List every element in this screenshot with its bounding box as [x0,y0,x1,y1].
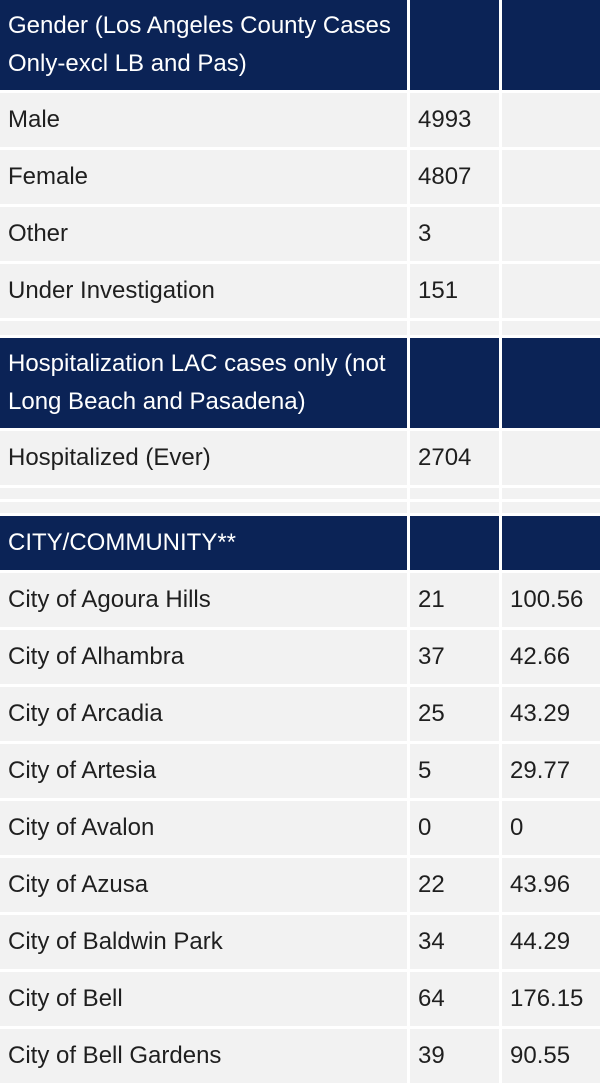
table-row [0,431,600,488]
table-row [0,801,600,858]
row-label: City of Agoura Hills [0,573,410,630]
gender-header-row [0,0,600,93]
row-count: 39 [410,1029,502,1086]
row-rate: 90.55 [502,1029,600,1086]
row-label: Hospitalized (Ever) [0,431,410,488]
table-row [0,150,600,207]
table-row [0,1029,600,1086]
row-label: Other [0,207,410,264]
hospitalization-header: Hospitalization LAC cases only (not Long Beach and Pasadena) [0,338,410,431]
row-count: 151 [410,264,502,321]
row-count: 5 [410,744,502,801]
row-count: 34 [410,915,502,972]
spacer-row [0,488,600,502]
row-label: City of Baldwin Park [0,915,410,972]
row-rate: 42.66 [502,630,600,687]
row-rate: 43.96 [502,858,600,915]
row-rate: 0 [502,801,600,858]
row-rate [502,93,600,150]
row-rate: 176.15 [502,972,600,1029]
table-row [0,972,600,1029]
row-label: Male [0,93,410,150]
header-empty-cell [410,0,502,93]
table-row [0,630,600,687]
row-count: 21 [410,573,502,630]
row-label: Under Investigation [0,264,410,321]
header-empty-cell [410,516,502,573]
city-header-row [0,516,600,573]
row-rate: 43.29 [502,687,600,744]
spacer-row [0,502,600,516]
table-row [0,915,600,972]
row-label: City of Bell [0,972,410,1029]
row-rate [502,150,600,207]
row-count: 4993 [410,93,502,150]
row-count: 22 [410,858,502,915]
row-count: 3 [410,207,502,264]
row-count: 4807 [410,150,502,207]
row-rate: 100.56 [502,573,600,630]
table-row [0,93,600,150]
row-label: City of Artesia [0,744,410,801]
gender-header: Gender (Los Angeles County Cases Only-excl LB and Pas) [0,0,410,93]
row-rate [502,264,600,321]
row-label: City of Arcadia [0,687,410,744]
row-count: 0 [410,801,502,858]
row-count: 64 [410,972,502,1029]
row-label: City of Azusa [0,858,410,915]
row-rate [502,431,600,488]
table-row [0,573,600,630]
hospitalization-header-row [0,338,600,431]
table-row [0,858,600,915]
row-label: Female [0,150,410,207]
table-row [0,744,600,801]
row-count: 37 [410,630,502,687]
header-empty-cell [502,516,600,573]
row-rate [502,207,600,264]
row-rate: 44.29 [502,915,600,972]
row-rate: 29.77 [502,744,600,801]
header-empty-cell [410,338,502,431]
table-row [0,687,600,744]
row-count: 25 [410,687,502,744]
header-empty-cell [502,0,600,93]
row-label: City of Avalon [0,801,410,858]
spacer-row [0,321,600,338]
row-label: City of Bell Gardens [0,1029,410,1086]
row-count: 2704 [410,431,502,488]
table-row [0,264,600,321]
row-label: City of Alhambra [0,630,410,687]
header-empty-cell [502,338,600,431]
table-row [0,207,600,264]
city-header: CITY/COMMUNITY** [0,516,410,573]
